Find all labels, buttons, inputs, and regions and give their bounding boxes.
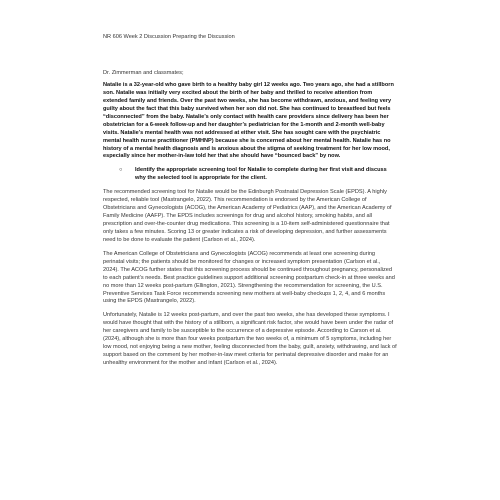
question-text: Identify the appropriate screening tool for Natalie to complete during her first visit and discuss why the selected tool is appropriate for the client. (135, 167, 387, 182)
bullet-marker: ○ (119, 167, 123, 174)
discussion-question (119, 167, 397, 183)
case-study-paragraph: Natalie is a 32-year-old who gave birth to a healthy baby girl 12 weeks ago. Two years ago, she had a stillborn son. Natalie was initially very excited about the birth of her baby and thrilled to receive attention from extended family and friends. Over the past two weeks, she has become withdrawn, anxious, and feeling very guilty about the fact that this baby survived when her son did not. She has continued to breastfeed but feels “disconnected” from the baby. Natalie’s only contact with health care providers since delivery has been her obstetrician for a 6-week follow-up and her daughter’s pediatrician for the 1-month and 2-month well-baby visits. Natalie’s mental health was not addressed at either visit. She has sought care with the psychiatric mental health nurse practitioner (PMHNP) because she is concerned about her mental health. Natalie has no history of a mental health diagnosis and is anxious about the stigma of seeking treatment for her low mood, especially since her mother-in-law told her that she should have “bounced back” by now. (103, 82, 394, 160)
salutation: Dr. Zimmerman and classmates; (103, 70, 184, 76)
paragraph-natalie: Unfortunately, Natalie is 12 weeks post-partum, and over the past two weeks, she has developed these symptoms. I would have thought that with the history of a stillborn, a significant risk factor, she would have been under the radar of her caregivers and family to be susceptible to the occurrence of a depressive episode. According to Carson et al. (2024), although she is more than four weeks postpartum the two weeks of, a minimum of 5 symptoms, including her low mood, not enjoying being a new mother, feeling disconnected from the baby, guilt, anxiety, withdrawing, and lack of support based on the comment by her mother-in-law meet criteria for perinatal depressive disorder and make for an unhealthy environment for the mother and infant (Carlson et al., 2024). (103, 312, 397, 366)
paragraph-epds: The recommended screening tool for Natalie would be the Edinburgh Postnatal Depression Scale (EPDS). A highly respected, reliable tool (Mastrangelo, 2022). This recommendation is endorsed by the American College of Obstetricians and Gynecologists (ACOG), the American Academy of Pediatrics (AAP), and the American Academy of Family Medicine (AAFP). The EPDS includes screenings for drug and alcohol history, smoking habits, and all prescription and over-the-counter drug medications. This screening is a 10-item self-administered questionnaire that only takes a few minutes. Scoring 13 or greater indicates a risk of developing depression, and further assessments need to be done to evaluate the patient (Carlson et al., 2024). (103, 189, 392, 243)
paragraph-acog: The American College of Obstetricians and Gynecologists (ACOG) recommends at least one screening during perinatal visits; the patients should be monitored for changes or increased symptom presentation (Carlson et al., 2024). The ACOG further states that this screening process should be continued throughout pregnancy, personalized to each patient’s needs. Best practice guidelines support additional screening postpartum check-in at three weeks and no more than 12 weeks post-partum (Ellington, 2021). Strengthening the recommendation for screening, the U.S. Preventive Services Task Force recommends screening new mothers at well-baby checkups 1, 2, 4, and 6 months using the EPDS (Mastrangelo, 2022). (103, 250, 395, 305)
document-body (103, 82, 397, 368)
document-header: NR 606 Week 2 Discussion Preparing the Discussion (103, 34, 235, 40)
